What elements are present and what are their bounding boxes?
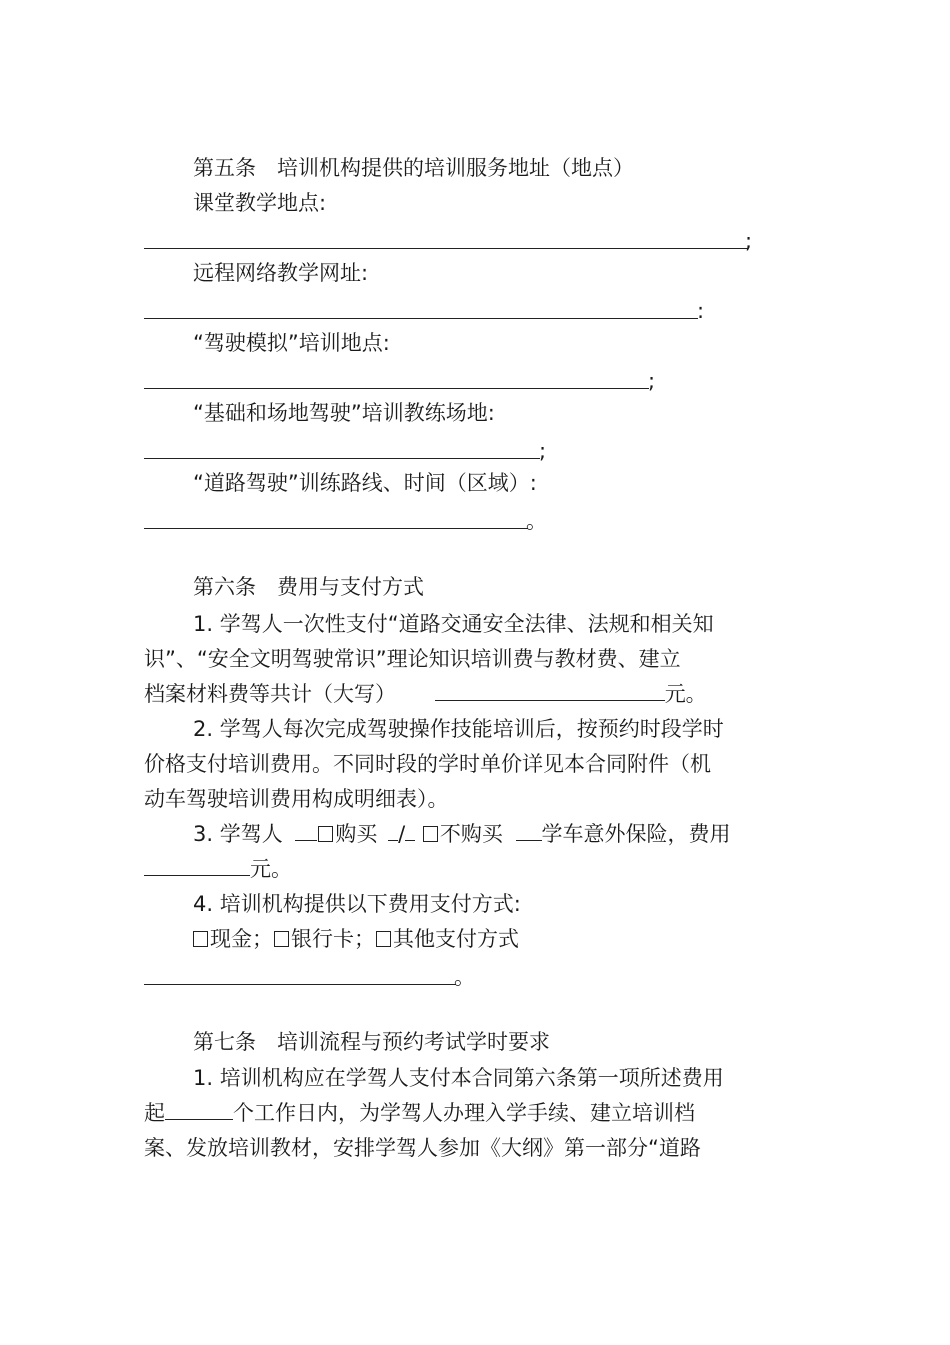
notbuy-checkbox[interactable] — [423, 826, 438, 842]
slash-blank-right — [405, 822, 415, 841]
a7-item1-prefix: 起 — [144, 1101, 165, 1125]
a7-item1-line2 — [144, 1098, 695, 1128]
article5-heading: 第五条 培训机构提供的培训服务地址（地点） — [193, 156, 634, 180]
a6-item2-line3: 动车驾驶培训费用构成明细表）。 — [144, 787, 449, 811]
a7-item1-suffix: 个工作日内，为学驾人办理入学手续、建立培训档 — [233, 1101, 695, 1125]
card-checkbox[interactable] — [274, 931, 289, 947]
other-checkbox[interactable] — [376, 931, 391, 947]
simulator-punct: ; — [648, 369, 656, 393]
insurance-blank — [516, 822, 542, 841]
a6-item1-line3 — [144, 679, 707, 709]
card-label: 银行卡； — [291, 927, 375, 951]
a6-item3-prefix: 3. 学驾人 — [193, 822, 283, 846]
insurance-fee-blank — [144, 857, 250, 876]
field-blank — [144, 458, 540, 459]
classroom-label: 课堂教学地点: — [193, 191, 327, 215]
a7-item1-line3: 案、发放培训教材，安排学驾人参加《大纲》第一部分“道路 — [144, 1136, 701, 1160]
road-punct: 。 — [526, 509, 547, 533]
cash-label: 现金； — [210, 927, 273, 951]
a6-item3-line2 — [144, 854, 292, 884]
slash-blank-left — [388, 822, 398, 841]
simulator-blank — [144, 388, 649, 389]
a6-item3-suffix: 学车意外保险，费用 — [541, 822, 731, 846]
online-blank — [144, 318, 698, 319]
a6-item1-yuan: 元。 — [664, 682, 707, 706]
slash-text: / — [398, 822, 406, 846]
classroom-punct: ; — [745, 229, 753, 253]
a6-item3-line1 — [193, 819, 731, 849]
workdays-blank — [165, 1101, 233, 1120]
a6-item3-yuan: 元。 — [250, 857, 292, 881]
payment-options — [193, 924, 519, 954]
a7-item1-line1: 1. 培训机构应在学驾人支付本合同第六条第一项所述费用 — [193, 1066, 724, 1090]
cash-checkbox[interactable] — [193, 931, 208, 947]
buy-checkbox[interactable] — [318, 826, 333, 842]
online-label: 远程网络教学网址: — [193, 261, 369, 285]
road-blank — [144, 528, 528, 529]
a6-item1-line2: 识”、“安全文明驾驶常识”理论知识培训费与教材费、建立 — [144, 647, 681, 671]
road-label: “道路驾驶”训练路线、时间（区域）: — [193, 471, 537, 495]
field-label: “基础和场地驾驶”培训教练场地: — [193, 401, 495, 425]
buy-label: 购买 — [335, 822, 378, 846]
other-payment-blank — [144, 984, 456, 985]
a6-item1-line3-text: 档案材料费等共计（大写） — [144, 682, 396, 706]
article7-heading: 第七条 培训流程与预约考试学时要求 — [193, 1030, 550, 1054]
article6-heading: 第六条 费用与支付方式 — [193, 575, 424, 599]
a6-item1-line1: 1. 学驾人一次性支付“道路交通安全法律、法规和相关知 — [193, 612, 714, 636]
total-fee-blank — [435, 682, 665, 701]
classroom-blank — [144, 248, 748, 249]
a6-item2-line2: 价格支付培训费用。不同时段的学时单价详见本合同附件（机 — [144, 752, 711, 776]
simulator-label: “驾驶模拟”培训地点: — [193, 331, 390, 355]
other-payment-punct: 。 — [454, 965, 475, 989]
online-punct: : — [697, 299, 705, 323]
a6-item2-line1: 2. 学驾人每次完成驾驶操作技能培训后，按预约时段学时 — [193, 717, 724, 741]
field-punct: ; — [539, 439, 547, 463]
buy-blank — [295, 822, 317, 841]
a6-item4-line1: 4. 培训机构提供以下费用支付方式: — [193, 892, 521, 916]
notbuy-label: 不购买 — [439, 822, 503, 846]
other-label: 其他支付方式 — [393, 927, 519, 951]
